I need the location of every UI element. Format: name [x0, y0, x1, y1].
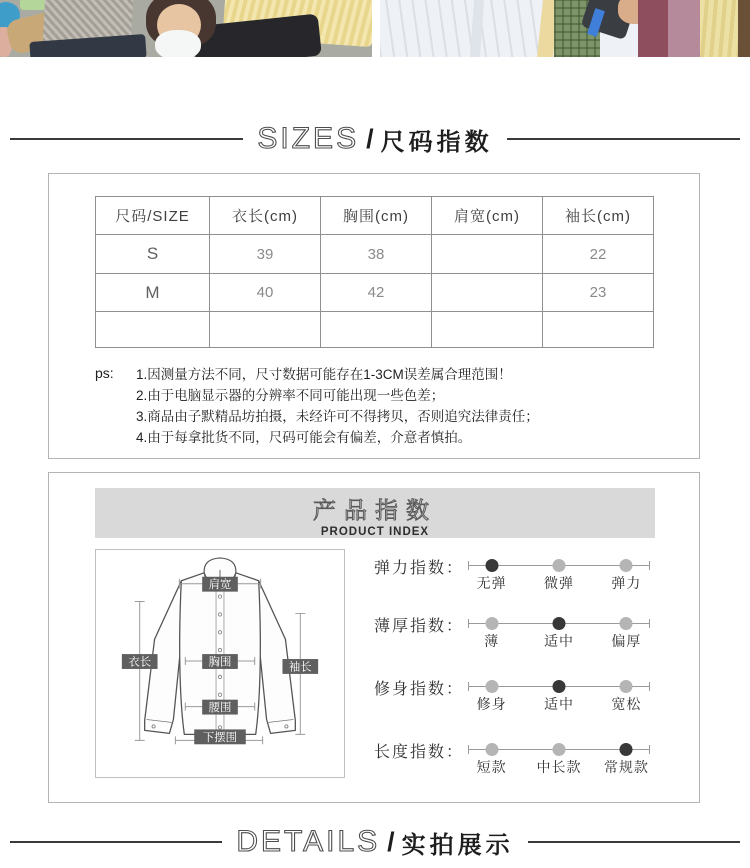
option-label: 短款 — [476, 759, 507, 775]
size-table-header: 尺码/SIZE — [96, 197, 210, 235]
index-scale — [468, 686, 650, 687]
scale-dot — [620, 559, 633, 572]
scale-tick — [468, 619, 469, 628]
index-row-thickness — [374, 613, 686, 655]
empty-cell — [321, 312, 432, 348]
photo-fragment-green-item — [20, 0, 46, 10]
option-label: 薄 — [484, 633, 500, 649]
option-label: 适中 — [544, 633, 574, 649]
ps-items — [136, 364, 539, 448]
size-table-header: 肩宽(cm) — [432, 197, 543, 235]
heading-slash: / — [387, 826, 395, 857]
scale-tick — [649, 619, 650, 628]
scale-tick — [649, 745, 650, 754]
value-cell — [432, 274, 543, 312]
garment-length-label: 衣长 — [128, 656, 152, 669]
option-label: 弹力 — [611, 575, 642, 591]
product-photo-right — [380, 0, 750, 57]
empty-cell — [543, 312, 654, 348]
photo-fragment-pink-garment — [668, 0, 700, 57]
scale-dot — [485, 559, 498, 572]
scale-dot — [485, 617, 498, 630]
shoulder-width-label: 肩宽 — [208, 579, 232, 592]
option-label: 无弹 — [476, 575, 507, 591]
index-row-fit — [374, 676, 686, 718]
value-cell: 23 — [543, 274, 654, 312]
index-row-label: 弹力指数： — [374, 560, 465, 577]
size-chart-box — [48, 173, 700, 459]
scale-dot — [553, 680, 566, 693]
product-index-subtitle: PRODUCT INDEX — [320, 526, 430, 538]
photo-fragment-maroon-garment — [638, 0, 668, 57]
empty-cell — [96, 312, 210, 348]
size-table-header: 衣长(cm) — [210, 197, 321, 235]
product-index-title: 产品指数 — [313, 497, 437, 523]
ps-notes — [95, 364, 539, 448]
product-index-box — [48, 472, 700, 803]
ps-note-2: 2.由于电脑显示器的分辨率不同可能出现一些色差； — [136, 388, 445, 403]
ps-note-4: 4.由于每拿批货不同，尺码可能会有偏差，介意者慎拍。 — [136, 430, 472, 445]
product-photo-left — [0, 0, 372, 57]
sizes-section-heading — [0, 120, 750, 158]
scale-dot — [553, 617, 566, 630]
shirt-right-sleeve — [256, 581, 296, 734]
ps-label: ps: — [95, 365, 114, 381]
details-heading-latin: DETAILS — [236, 825, 381, 858]
sizes-heading-latin: SIZES — [257, 122, 360, 155]
index-options — [468, 757, 650, 777]
scale-dot — [485, 680, 498, 693]
value-cell — [432, 235, 543, 274]
scale-tick — [468, 745, 469, 754]
divider-line — [528, 841, 740, 843]
table-row-size-s — [96, 235, 654, 274]
divider-line — [10, 841, 222, 843]
value-cell: 22 — [543, 235, 654, 274]
option-label: 常规款 — [603, 759, 649, 775]
empty-cell — [432, 312, 543, 348]
details-heading-chinese: 实拍展示 — [401, 831, 514, 859]
index-options — [468, 631, 650, 651]
photo-fragment-white-blouse — [380, 0, 550, 57]
scale-dot — [620, 680, 633, 693]
index-options — [468, 694, 650, 714]
scale-tick — [468, 682, 469, 691]
table-row-empty — [96, 312, 654, 348]
scale-tick — [649, 682, 650, 691]
index-row-label: 薄厚指数： — [374, 618, 465, 635]
waist-label: 腰围 — [208, 702, 232, 715]
sleeve-length-label: 袖长 — [288, 661, 312, 674]
shirt-measurement-diagram — [95, 549, 345, 778]
ps-note-1: 1.因测量方法不同，尺寸数据可能存在1-3CM误差属合理范围！ — [136, 367, 512, 382]
index-scale — [468, 623, 650, 624]
index-scale — [468, 565, 650, 566]
shirt-diagram-svg — [96, 550, 344, 777]
option-label: 适中 — [544, 696, 574, 712]
details-heading-text — [236, 825, 513, 860]
value-cell: 40 — [210, 274, 321, 312]
product-index-banner — [95, 488, 655, 538]
chest-label: 胸围 — [208, 656, 232, 669]
index-scale — [468, 749, 650, 750]
scale-tick — [468, 561, 469, 570]
index-row-elasticity — [374, 555, 686, 597]
size-table — [95, 196, 654, 348]
option-label: 偏厚 — [611, 633, 642, 649]
size-table-header: 胸围(cm) — [321, 197, 432, 235]
scale-dot — [553, 743, 566, 756]
size-cell: S — [96, 235, 210, 274]
sizes-heading-text — [257, 122, 492, 157]
value-cell: 39 — [210, 235, 321, 274]
heading-slash: / — [366, 123, 374, 154]
index-row-label: 修身指数： — [374, 681, 465, 698]
scale-dot — [485, 743, 498, 756]
index-row-length — [374, 739, 686, 781]
hem-label: 下摆围 — [202, 731, 238, 744]
size-cell: M — [96, 274, 210, 312]
empty-cell — [210, 312, 321, 348]
size-table-header-row — [96, 197, 654, 235]
index-rows-area — [374, 549, 686, 789]
index-row-label: 长度指数： — [374, 744, 465, 761]
details-section-heading — [0, 824, 750, 860]
divider-line — [507, 138, 740, 140]
sizes-heading-chinese: 尺码指数 — [380, 128, 493, 156]
scale-dot — [553, 559, 566, 572]
scale-dot — [620, 617, 633, 630]
photo-fragment-yellow-garment — [700, 0, 740, 57]
photo-fragment-face-mask — [155, 30, 201, 57]
index-options — [468, 573, 650, 593]
divider-line — [10, 138, 243, 140]
scale-dot — [620, 743, 633, 756]
value-cell: 38 — [321, 235, 432, 274]
value-cell: 42 — [321, 274, 432, 312]
option-label: 修身 — [476, 696, 507, 712]
size-table-header: 袖长(cm) — [543, 197, 654, 235]
option-label: 微弹 — [544, 575, 574, 591]
ps-note-3: 3.商品由子默精品坊拍摄，未经许可不得拷贝，否则追究法律责任； — [136, 409, 539, 424]
table-row-size-m — [96, 274, 654, 312]
photo-fragment-brown-garment — [738, 0, 750, 57]
scale-tick — [649, 561, 650, 570]
option-label: 中长款 — [536, 759, 582, 775]
option-label: 宽松 — [611, 696, 642, 712]
